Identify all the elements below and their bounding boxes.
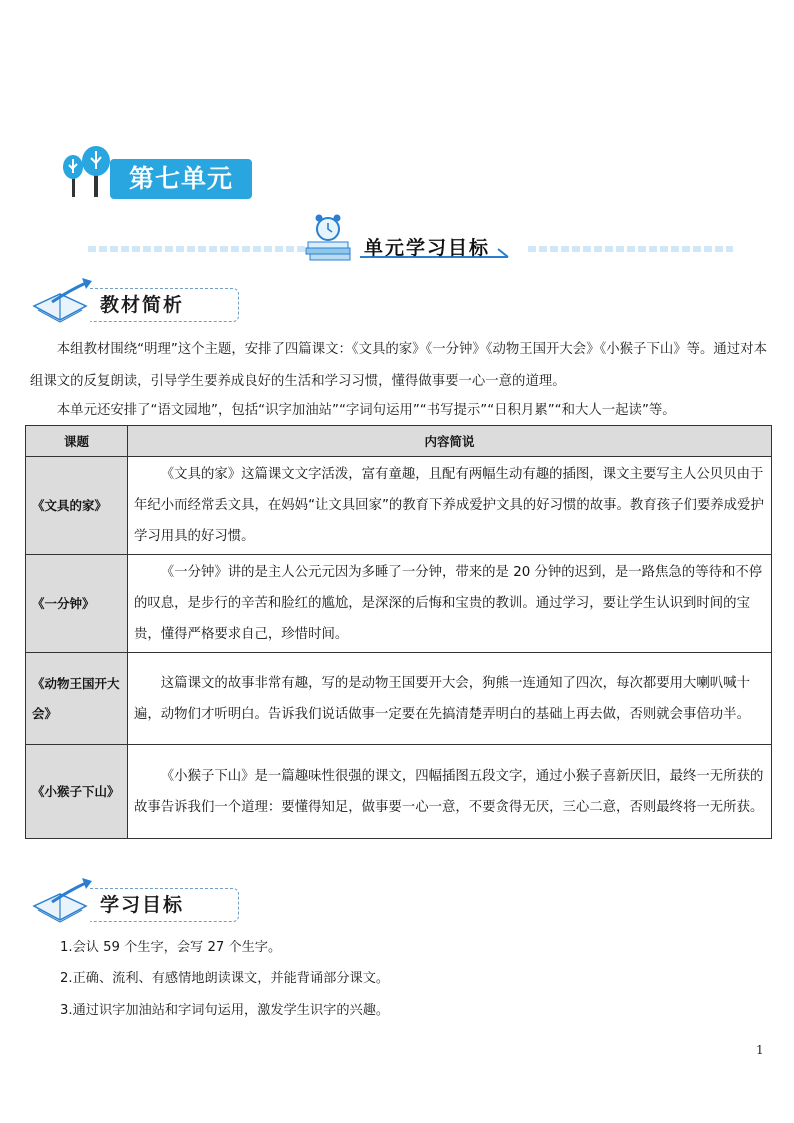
- section-learning-goals-header: [30, 876, 220, 928]
- unit-title: 第七单元: [110, 159, 252, 199]
- table-row: [26, 653, 772, 745]
- lesson-title: 《动物王国开大会》: [26, 653, 128, 745]
- alarm-clock-books-icon: [300, 212, 356, 264]
- header-divider-left: [88, 246, 308, 252]
- objective-item: 2.正确、流利、有感情地朗读课文，并能背诵部分课文。: [60, 971, 390, 986]
- table-row: [26, 745, 772, 839]
- header-divider-right: [528, 246, 733, 252]
- lesson-desc: 《小猴子下山》是一篇趣味性很强的课文，四幅插图五段文字，通过小猴子喜新厌旧，最终一无所获的故事告诉我们一个道理：要懂得知足，做事要一心一意，不要贪得无厌，三心二意，否则最终将一无所获。: [128, 745, 772, 839]
- section-title: 教材简析: [100, 294, 185, 316]
- content-table: [25, 425, 772, 839]
- lesson-title: 《一分钟》: [26, 555, 128, 653]
- lesson-desc: 《一分钟》讲的是主人公元元因为多睡了一分钟，带来的是 20 分钟的迟到，是一路焦急的等待和不停的叹息，是步行的辛苦和脸红的尴尬，是深深的后悔和宝贵的教训。通过学习，要让学生认识到时间的宝贵，懂得严格要求自己，珍惜时间。: [128, 555, 772, 653]
- lesson-title: 《小猴子下山》: [26, 745, 128, 839]
- lesson-desc: 这篇课文的故事非常有趣，写的是动物王国要开大会，狗熊一连通知了四次，每次都要用大喇叭喊十遍，动物们才听明白。告诉我们说话做事一定要在先搞清楚弄明白的基础上再去做，否则就会事倍功半。: [128, 653, 772, 745]
- table-row: [26, 457, 772, 555]
- goals-title-text: 单元学习目标: [364, 237, 491, 259]
- objective-item: 1.会认 59 个生字，会写 27 个生字。: [60, 940, 282, 955]
- table-header-title: 课题: [26, 426, 128, 457]
- table-row: [26, 555, 772, 653]
- unit-banner: [60, 145, 255, 203]
- intro-paragraph-2: 本单元还安排了“语文园地”，包括“识字加油站”“字词句运用”“书写提示”“日积月累”“和大人一起读”等。: [56, 403, 676, 418]
- section-title: 学习目标: [100, 894, 185, 916]
- lesson-desc: 《文具的家》这篇课文文字活泼，富有童趣，且配有两幅生动有趣的插图，课文主要写主人公贝贝由于年纪小而经常丢文具，在妈妈“让文具回家”的教育下养成爱护文具的好习惯的故事。教育孩子们要养成爱护学习用具的好习惯。: [128, 457, 772, 555]
- table-header-row: [26, 426, 772, 457]
- intro-paragraph-1: 本组教材围绕“明理”这个主题，安排了四篇课文：《文具的家》《一分钟》《动物王国开大会》《小猴子下山》等。通过对本组课文的反复朗读，引导学生要养成良好的生活和学习习惯，懂得做事要一心一意的道理。: [30, 342, 767, 389]
- goals-header: [88, 212, 733, 264]
- objective-item: 3.通过识字加油站和字词句运用，激发学生识字的兴趣。: [60, 1003, 390, 1018]
- page-number: 1: [756, 1043, 764, 1057]
- lesson-title: 《文具的家》: [26, 457, 128, 555]
- goals-title: [358, 233, 510, 259]
- section-textbook-analysis-header: [30, 276, 220, 328]
- table-header-desc: 内容简说: [128, 426, 772, 457]
